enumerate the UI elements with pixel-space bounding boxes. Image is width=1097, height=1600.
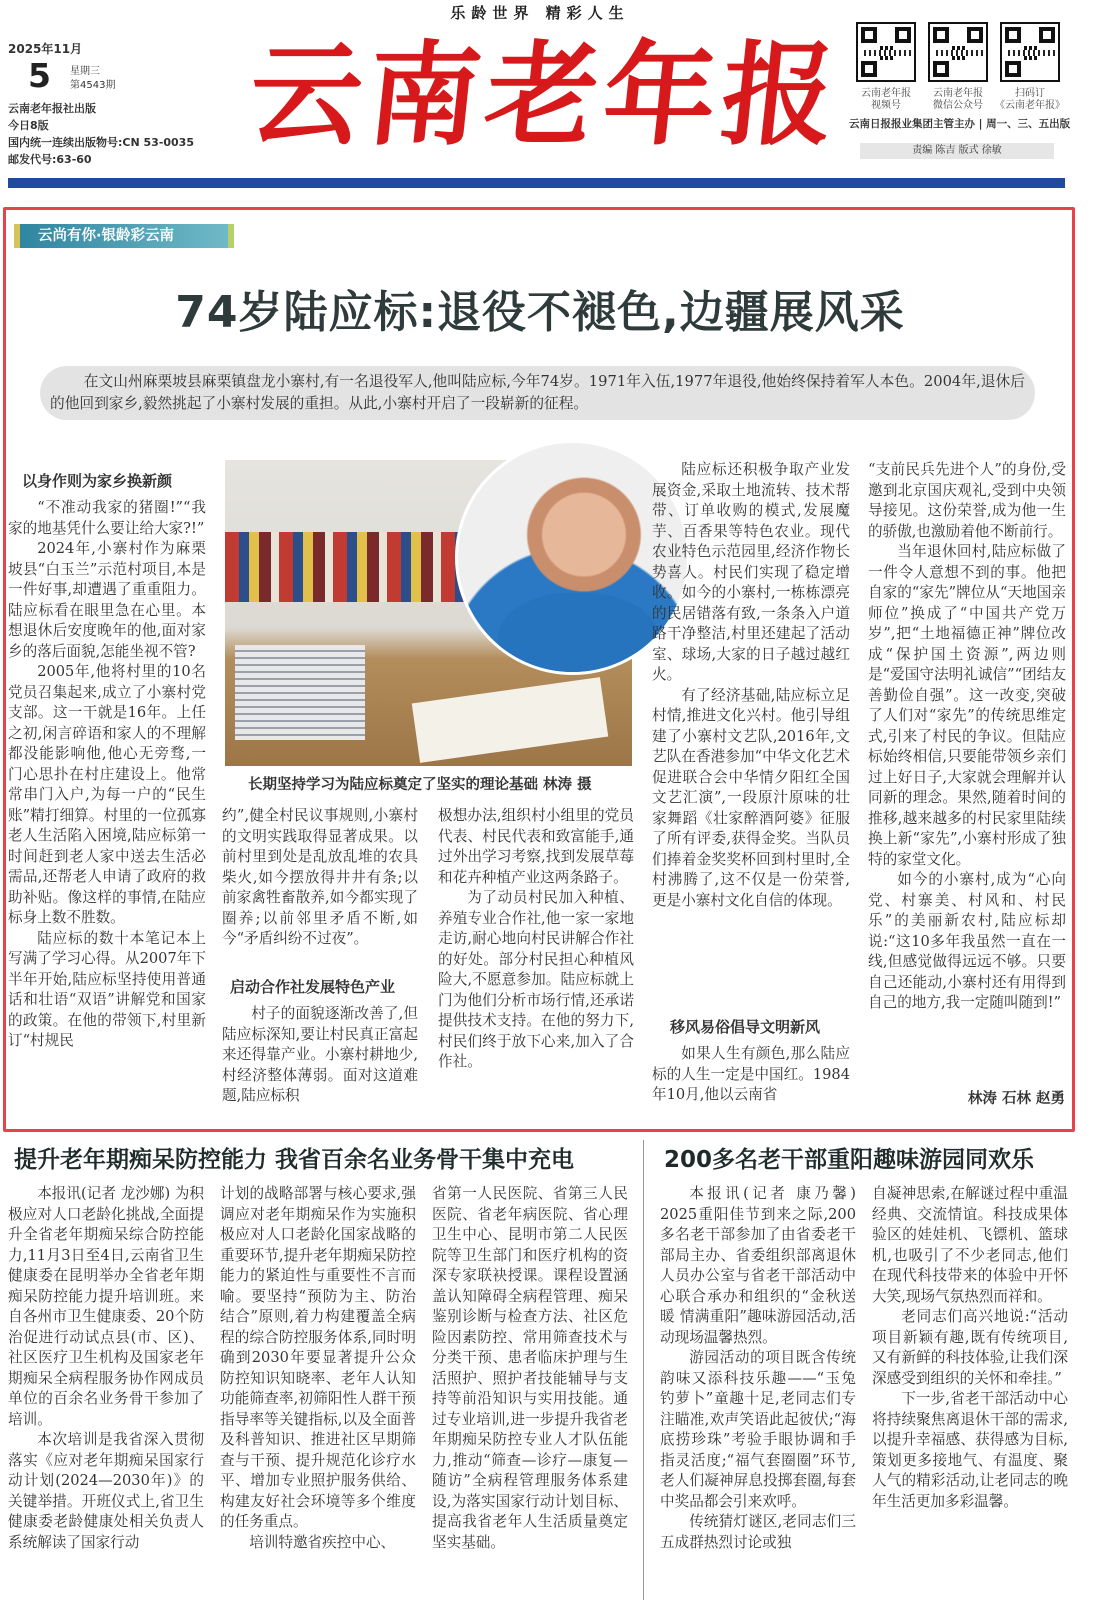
feature-byline: 林涛 石林 赵勇 [967,1091,1065,1107]
qr-code-wechat[interactable] [928,22,988,82]
column-tag: 云尚有你·银龄彩云南 [14,224,234,248]
feature-col3: 极想办法,组织村小组里的党员代表、村民代表和致富能手,通过外出学习考察,找到发展草莓和花卉种植产业这两条路子。 为了动员村民加入种植、养殖专业合作社,他一家一家地走访,耐心地向村民讲解合作社的好处。部分村民担心种植风险大,不愿意参加。陆应标就上门为他们分析市场行情,还承诺提供技术支持。在他的努力下,村民们终于放下心来,加入了合作社。 [438,807,634,1070]
feature-col2b: 村子的面貌逐渐改善了,但陆应标深知,要让村民真正富起来还得靠产业。小寨村耕地少,村经济整体薄弱。面对这道难题,陆应标积 [222,1005,418,1104]
qr-label-subscribe: 扫码订 《云南老年报》 [995,88,1065,111]
publisher: 云南老年报社出版 [8,102,96,115]
story3-headline: 200多名老干部重阳趣味游园同欢乐 [664,1147,1035,1173]
sponsor-line: 云南日报报业集团主管主办 | 周一、三、五出版 [849,118,1071,130]
bookshelf [225,532,485,602]
page-count: 今日8版 [8,119,49,132]
issue-weekday: 星期三 [70,66,100,77]
feature-col4: 陆应标还积极争取产业发展资金,采取土地流转、技术帮带、订单收购的模式,发展魔芋、百香果等特色农业。现代农业特色示范园里,经济作物长势喜人。村民们实现了稳定增收。如今的小寨村,一栋栋漂亮的民居错落有致,一条条入户道路干净整洁,村里还建起了活动室、球场,大家的日子越过越红火。 有了经济基础,陆应标立足村情,推进文化兴村。他引导组建了小寨村文艺队,2016年,文艺队在香港参加“中华文化艺术促进联合会中华情夕阳红全国文艺汇演”,一段原汁原味的壮家舞蹈《壮家醉酒阿婆》征服了所有评委,获得金奖。当队员们捧着金奖奖杯回到村里时,全村沸腾了,这不仅是一份荣誉,更是小寨村文化自信的体现。 [652,461,850,909]
issue-number: 第4543期 [70,80,116,91]
open-notebook [412,677,609,763]
book-stack [235,645,365,740]
column-divider [643,1140,644,1600]
story2-col1: 本报讯(记者 龙沙娜) 为积极应对人口老龄化挑战,全面提升全省老年期痴呆综合防控能力,11月3日至4日,云南省卫生健康委在昆明举办全省老年期痴呆防控能力提升培训班。来自各州市卫生健康委、20个防治促进行动试点县(市、区)、社区医疗卫生机构及国家老年期痴呆全病程服务协作网成员单位的百余名业务骨干参加了培训。 本次培训是我省深入贯彻落实《应对老年期痴呆国家行动计划(2024—2030年)》的关键举措。开班仪式上,省卫生健康委老龄健康处相关负责人系统解读了国家行动 [8,1185,204,1551]
issue-day: 5 [28,56,51,95]
blue-shirt [498,593,658,675]
qr-code-video[interactable] [856,22,916,82]
feature-headline: 74岁陆应标:退役不褪色,边疆展风采 [175,287,905,338]
masthead-rule [8,178,1065,188]
masthead-slogan: 乐龄世界 精彩人生 [450,4,630,22]
issue-date: 2025年11月 [8,42,83,56]
editors-box: 责编 陈吉 版式 徐敏 [860,143,1054,159]
col4-subhead: 移风易俗倡导文明新风 [670,1018,821,1036]
feature-col4b: 如果人生有颜色,那么陆应标的人生一定是中国红。1984年10月,他以云南省 [652,1045,850,1103]
qr-label-video: 云南老年报 视频号 [861,88,911,111]
postal-code: 邮发代号:63-60 [8,153,92,166]
col1-subhead: 以身作则为家乡换新颜 [22,472,173,490]
feature-col5: “支前民兵先进个人”的身份,受邀到北京国庆观礼,受到中央领导接见。这份荣誉,成为他一生的骄傲,也激励着他不断前行。 当年退休回村,陆应标做了一件令人意想不到的事。他把自家的“家先”牌位从“天地国亲师位”换成了“中国共产党万岁”,把“土地福德正神”牌位改成“保护国土资源”,两边则是“爱国守法明礼诚信”“团结友善勤俭自强”。这一改变,突破了人们对“家先”的传统思维定式,引来了村民的争议。但陆应标始终相信,只要能带领乡亲们过上好日子,大家就会理解并认同新的理念。果然,随着时间的推移,越来越多的村民家里陆续换上新“家先”,小寨村形成了独特的家堂文化。 如今的小寨村,成为“心向党、村寨美、村风和、村民乐”的美丽新农村,陆应标却说:“这10多年我虽然一直在一线,但感觉做得远远不够。只要自己还能动,小寨村还有用得到自己的地方,我一定随叫随到!” [868,461,1066,1011]
story3-col1: 本报讯(记者 康乃馨) 2025重阳佳节到来之际,200多名老干部参加了由省委老干部局主办、省委组织部离退休人员办公室与省老干部活动中心联合承办和组织的“金秋送暖 情满重阳”趣味游园活动,活动现场温馨热烈。 游园活动的项目既含传统韵味又添科技乐趣——“玉兔钓萝卜”童趣十足,老同志们专注瞄准,欢声笑语此起彼伏;“海底捞珍珠”考验手眼协调和手指灵活度;“福气套圈圈”环节,老人们凝神屏息投掷套圈,每套中奖品都会引来欢呼。 传统猜灯谜区,老同志们三五成群热烈讨论或独 [660,1185,856,1551]
story2-col2: 计划的战略部署与核心要求,强调应对老年期痴呆作为实施积极应对人口老龄化国家战略的重要环节,提升老年期痴呆防控能力的紧迫性与重要性不言而喻。要坚持“预防为主、防治结合”原则,着力构建覆盖全病程的综合防控服务体系,同时明确到2030年要显著提升公众防控知识知晓率、老年人认知功能筛查率,初筛阳性人群干预指导率等关键指标,以及全面普及科普知识、推进社区早期筛查与干预、提升规范化诊疗水平、增加专业照护服务供给、构建友好社会环境等多个维度的任务重点。 培训特邀省疾控中心、 [220,1185,416,1551]
qr-label-wechat: 云南老年报 微信公众号 [933,88,983,111]
feature-lead: 在文山州麻栗坡县麻栗镇盘龙小寨村,有一名退役军人,他叫陆应标,今年74岁。1971年入伍,1977年退役,他始终保持着军人本色。2004年,退休后的他回到家乡,毅然挑起了小寨村发展的重担。从此,小寨村开启了一段崭新的征程。 [50,373,1025,412]
feature-col2: 约”,健全村民议事规则,小寨村的文明实践取得显著成果。以前村里到处是乱放乱堆的农具柴火,如今摆放得井井有条;以前家禽牲畜散养,如今都实现了圈养;以前邻里矛盾不断,如今“矛盾纠纷不过夜”。 [222,807,418,947]
feature-col1: “不准动我家的猪圈!”“我家的地基凭什么要让给大家?!” 2024年,小寨村作为麻栗坡县“白玉兰”示范村项目,本是一件好事,却遭遇了重重阻力。陆应标看在眼里急在心里。本想退休后安度晚年的他,面对家乡的落后面貌,怎能坐视不管? 2005年,他将村里的10名党员召集起来,成立了小寨村党支部。这一干就是16年。上任之初,闲言碎语和家人的不理解都没能影响他,他心无旁骛,一门心思扑在村庄建设上。他常常串门入户,为每一户的“民生账”精打细算。村里的一位孤寡老人生活陷入困境,陆应标第一时间赶到老人家中送去生活必需品,还帮老人申请了政府的救助补贴。像这样的事情,在陆应标身上数不胜数。 陆应标的数十本笔记本上写满了学习心得。从2007年下半年开始,陆应标坚持使用普通话和壮语“双语”讲解党和国家的政策。在他的带领下,村里新订“村规民 [8,499,206,1049]
story2-headline: 提升老年期痴呆防控能力 我省百余名业务骨干集中充电 [14,1147,575,1173]
cn-number: 国内统一连续出版物号:CN 53-0035 [8,136,194,149]
story3-col2: 自凝神思索,在解谜过程中重温经典、交流情谊。科技成果体验区的娃娃机、飞镖机、篮球机,也吸引了不少老同志,他们在现代科技带来的体验中开怀大笑,现场气氛热烈而祥和。 老同志们高兴地说:“活动项目新颖有趣,既有传统项目,又有新鲜的科技体验,让我们深深感受到组织的关怀和牵挂。” 下一步,省老干部活动中心将持续聚焦离退休干部的需求,以提升幸福感、获得感为目标,策划更多接地气、有温度、聚人气的精彩活动,让老同志的晚年生活更加多彩温馨。 [872,1185,1068,1510]
col2-subhead: 启动合作社发展特色产业 [230,978,396,996]
newspaper-title: 云南老年报 [243,30,847,161]
qr-code-subscribe[interactable] [1000,22,1060,82]
story2-col3: 省第一人民医院、省第三人民医院、省老年病医院、省心理卫生中心、昆明市第二人民医院等卫生部门和医疗机构的资深专家联袂授课。课程设置涵盖认知障碍全病程管理、痴呆鉴别诊断与检查方法、社区危险因素防控、常用筛查技术与分类干预、患者临床护理与生活照护、照护者技能辅导与支持等前沿知识与实用技能。通过专业培训,进一步提升我省老年期痴呆防控专业人才队伍能力,推动“筛查—诊疗—康复—随访”全病程管理服务体系建设,为落实国家行动计划目标、提高我省老年人生活质量奠定坚实基础。 [432,1185,628,1551]
photo-caption: 长期坚持学习为陆应标奠定了坚实的理论基础 林涛 摄 [248,777,592,793]
